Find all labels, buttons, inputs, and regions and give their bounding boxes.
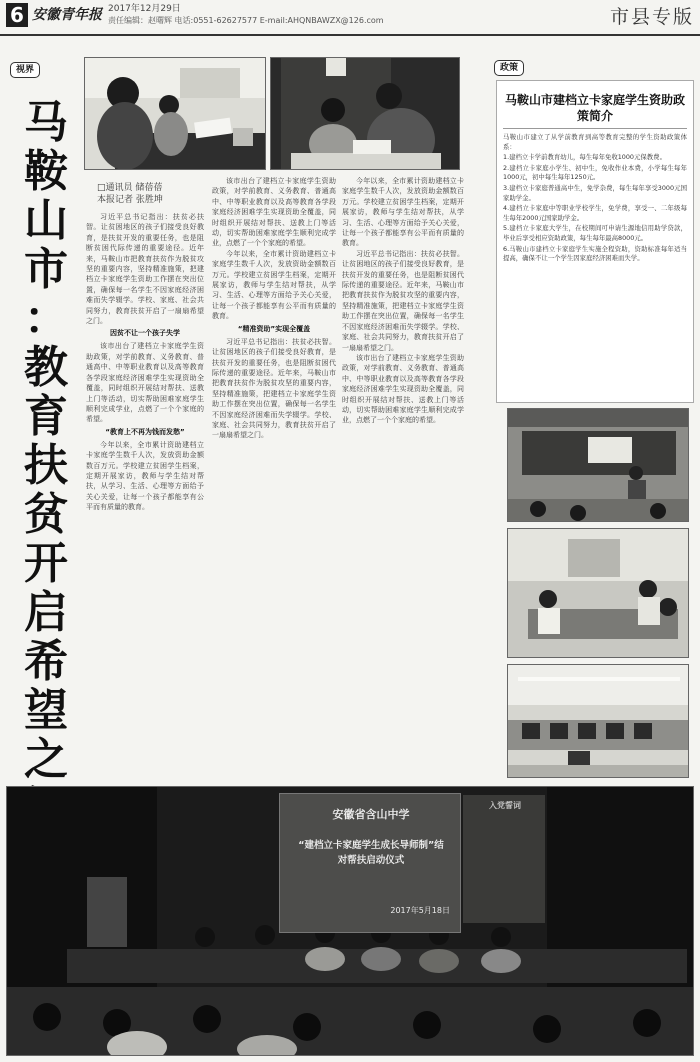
issue-date: 2017年12月29日 bbox=[108, 4, 181, 14]
policy-title: 马鞍山市建档立卡家庭学生资助政策简介 bbox=[504, 93, 685, 123]
section-title: 市县专版 bbox=[609, 6, 694, 28]
column-2-text: 该市出台了建档立卡家庭学生资助政策，对学前教育、义务教育、普通高中、中等职业教育以及高等教育各学段家庭经济困难学生实现资助全覆盖，同时组织开展结对帮扶、送教上门等活动，切实帮助困难家庭学生顺利完成学业，点燃了一个个家庭的希望。 bbox=[212, 177, 336, 248]
column-3-text: 今年以来，全市累计资助建档立卡家庭学生数千人次，发放资助金额数百万元。学校建立贫困学生档案，定期开展家访，教师与学生结对帮扶，从学习、生活、心理等方面给予关心关爱，让每一个孩子都能享有公平而有质量的教育。 bbox=[342, 177, 464, 248]
column-2-text-cont: 今年以来，全市累计资助建档立卡家庭学生数千人次，发放资助金额数百万元。学校建立贫困学生档案，定期开展家访，教师与学生结对帮扶，从学习、生活、心理等方面给予关心关爱，让每一个孩子都能享有公平而有质量的教育。 bbox=[212, 249, 336, 321]
title-char: 鞍 bbox=[24, 146, 68, 197]
projection-screen bbox=[279, 793, 461, 933]
policy-item: 马鞍山市建立了从学前教育到高等教育完整的学生资助政策体系： bbox=[503, 133, 687, 151]
policy-item: 3.建档立卡家庭普通高中生，免学杂费，每生每年享受3000元国家助学金。 bbox=[503, 183, 687, 202]
classroom-photo bbox=[507, 408, 689, 522]
tutoring-photo bbox=[84, 57, 266, 170]
meeting-photo-drawing bbox=[508, 529, 689, 658]
column-2-text-end: 习近平总书记指出：扶贫必扶智。让贫困地区的孩子们接受良好教育，是扶贫开发的重要任务，也是阻断贫困代际传递的重要途径。近年来，马鞍山市把教育扶贫作为脱贫攻坚的重要内容，坚持精准施策，把建档立卡家庭学生资助工作摆在突出位置，确保每一名学生不因家庭经济困难而失学辍学。学校、家庭、社会共同努力，教育扶贫开启了一扇扇希望之门。 bbox=[212, 337, 336, 440]
computer-lab-photo bbox=[507, 664, 689, 778]
title-char: 马 bbox=[24, 97, 68, 148]
meeting-photo bbox=[507, 528, 689, 658]
title-char: 教 bbox=[24, 342, 68, 393]
title-char: 市 bbox=[24, 244, 68, 295]
feature-tag bbox=[10, 62, 40, 78]
title-char: 扶 bbox=[24, 440, 68, 491]
computer-lab-photo-drawing bbox=[508, 665, 689, 778]
subheading-3: “教育上不再为钱而发愁” bbox=[105, 427, 185, 436]
policy-title-rule bbox=[503, 128, 687, 129]
wall-board-title: 入党誓词 bbox=[489, 801, 521, 810]
byline-reporter: 本报记者 张胜坤 bbox=[97, 195, 163, 205]
editor-info: 责任编辑：赵曙辉 电话:0551-62627577 E-mail:AHQNBAWZX@126.com bbox=[108, 16, 384, 25]
title-char: 之 bbox=[24, 734, 68, 785]
screen-school-name: 安徽省含山中学 bbox=[332, 808, 410, 821]
column-1-text-cont: 该市出台了建档立卡家庭学生资助政策，对学前教育、义务教育、普通高中、中等职业教育以及高等教育各学段家庭经济困难学生实现资助全覆盖，同时组织开展结对帮扶、送教上门等活动，切实帮助困难家庭学生顺利完成学业，点燃了一个个家庭的希望。 bbox=[86, 342, 204, 424]
policy-item: 1.建档立卡学前教育幼儿，每生每年免收1000元保教费。 bbox=[503, 153, 666, 162]
title-char: 希 bbox=[24, 636, 68, 687]
policy-tag-label: 政策 bbox=[500, 63, 519, 73]
article-column-1 bbox=[86, 212, 204, 782]
column-3-text-end: 该市出台了建档立卡家庭学生资助政策，对学前教育、义务教育、普通高中、中等职业教育以及高等教育各学段家庭经济困难学生实现资助全覆盖，同时组织开展结对帮扶、送教上门等活动，切实帮助困难家庭学生顺利完成学业，点燃了一个个家庭的希望。 bbox=[342, 353, 464, 425]
tutoring-photo-drawing bbox=[85, 58, 266, 170]
policy-item: 4.建档立卡家庭中等职业学校学生，免学费，享受一、二年级每生每年2000元国家助学金。 bbox=[503, 204, 687, 222]
byline bbox=[97, 182, 163, 206]
screen-date: 2017年5月18日 bbox=[390, 906, 450, 915]
subheading-2: “精准资助”实现全覆盖 bbox=[237, 324, 311, 333]
article-column-2 bbox=[212, 176, 336, 782]
title-char: 望 bbox=[24, 685, 68, 736]
policy-item: 2.建档立卡家庭小学生、初中生，免收作业本费，小学每生每年1000元，初中每生每年1250元。 bbox=[503, 163, 687, 182]
boy-study-photo bbox=[270, 57, 460, 170]
title-char: ： bbox=[24, 293, 68, 344]
title-char: 贫 bbox=[24, 489, 68, 540]
title-char: 启 bbox=[24, 587, 68, 638]
policy-item: 6.马鞍山市建档立卡家庭学生实施全程资助，资助标准每年适当提高，确保不让一个学生因家庭经济困难而失学。 bbox=[503, 244, 687, 263]
article-title bbox=[20, 98, 72, 833]
title-char: 育 bbox=[24, 391, 68, 442]
subheading-1: 因贫不让一个孩子失学 bbox=[110, 329, 180, 338]
title-char: 开 bbox=[24, 538, 68, 589]
boy-study-photo-drawing bbox=[271, 58, 460, 170]
newspaper-name: 安徽青年报 bbox=[32, 7, 102, 23]
title-char: 山 bbox=[24, 195, 68, 246]
masthead-rule bbox=[0, 34, 700, 36]
column-3-text-cont: 习近平总书记指出：扶贫必扶智。让贫困地区的孩子们接受良好教育，是扶贫开发的重要任务，也是阻断贫困代际传递的重要途径。近年来，马鞍山市把教育扶贫作为脱贫攻坚的重要内容，坚持精准施策，把建档立卡家庭学生资助工作摆在突出位置，确保每一名学生不因家庭经济困难而失学辍学。学校、家庭、社会共同努力，教育扶贫开启了一扇扇希望之门。 bbox=[342, 249, 464, 352]
byline-correspondent: □通讯员 储蓓蓓 bbox=[97, 183, 163, 193]
policy-list bbox=[503, 133, 687, 265]
column-1-text: 习近平总书记指出：扶贫必扶智。让贫困地区的孩子们接受良好教育，是扶贫开发的重要任务，也是阻断贫困代际传递的重要途径。近年来，马鞍山市把教育扶贫作为脱贫攻坚的重要内容，坚持精准施策，把建档立卡家庭学生资助工作摆在突出位置，确保每一名学生不因家庭经济困难而失学辍学。学校、家庭、社会共同努力，教育扶贫开启了一扇扇希望之门。 bbox=[86, 213, 204, 326]
ceremony-photo bbox=[6, 786, 694, 1056]
screen-event-title: “建档立卡家庭学生成长导师制”结对帮扶启动仪式 bbox=[298, 840, 444, 866]
classroom-photo-drawing bbox=[508, 409, 689, 522]
policy-item: 5.建档立卡家庭大学生，在校期间可申请生源地信用助学贷款，毕业后享受相应资助政策，每生每年最高8000元。 bbox=[503, 224, 687, 242]
page-number: 6 bbox=[6, 3, 28, 27]
feature-tag-label: 视界 bbox=[16, 65, 35, 75]
policy-tag bbox=[494, 60, 524, 76]
column-1-text-end: 今年以来，全市累计资助建档立卡家庭学生数千人次，发放资助金额数百万元。学校建立贫困学生档案，定期开展家访，教师与学生结对帮扶，从学习、生活、心理等方面给予关心关爱，让每一个孩子都能享有公平而有质量的教育。 bbox=[86, 440, 204, 512]
article-column-3 bbox=[342, 176, 464, 782]
